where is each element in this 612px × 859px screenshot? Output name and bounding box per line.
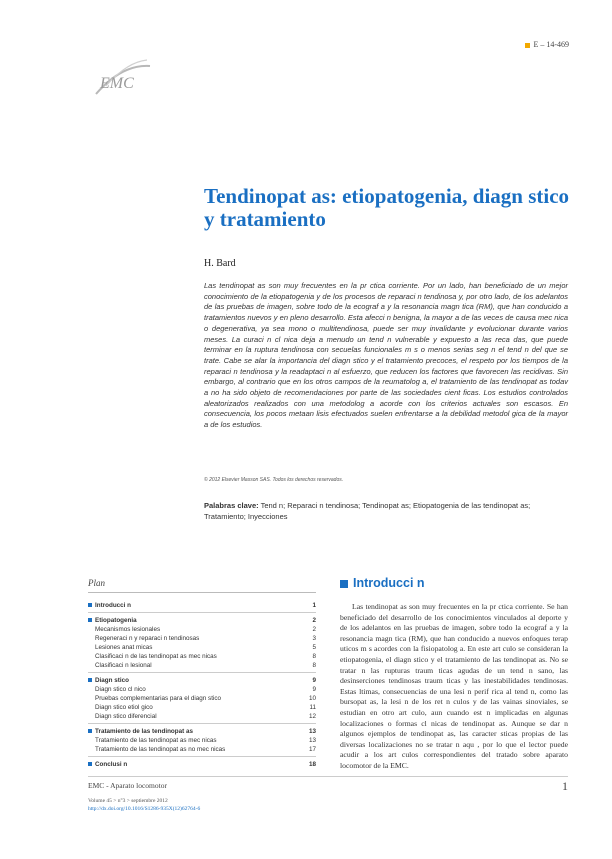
article-reference bbox=[525, 40, 569, 49]
table-of-contents bbox=[88, 598, 316, 769]
toc-entry-label: Diagn stico bbox=[95, 677, 129, 684]
toc-entry[interactable] bbox=[88, 760, 316, 769]
toc-entry[interactable] bbox=[88, 643, 316, 652]
article-title: Tendinopat as: etiopatogenia, diagn stico y tratamiento bbox=[204, 184, 570, 231]
toc-separator bbox=[88, 612, 316, 613]
toc-entry-label-wrap bbox=[88, 602, 131, 609]
toc-entry-label: Diagn stico diferencial bbox=[95, 713, 157, 720]
toc-entry[interactable] bbox=[88, 661, 316, 670]
toc-separator bbox=[88, 723, 316, 724]
toc-entry-page: 18 bbox=[308, 761, 316, 768]
toc-entry[interactable] bbox=[88, 703, 316, 712]
page-number: 1 bbox=[562, 779, 568, 793]
bullet-square-icon bbox=[88, 678, 92, 682]
toc-entry-page: 2 bbox=[312, 626, 316, 633]
toc-entry-label-wrap bbox=[95, 713, 157, 720]
toc-entry[interactable] bbox=[88, 601, 316, 610]
toc-entry-page: 8 bbox=[312, 653, 316, 660]
toc-separator bbox=[88, 672, 316, 673]
toc-entry-label-wrap bbox=[95, 662, 152, 669]
toc-entry-page: 11 bbox=[309, 704, 316, 711]
toc-entry-page: 12 bbox=[308, 713, 316, 720]
toc-entry-label: Diagn stico cl nico bbox=[95, 686, 146, 693]
toc-entry-label-wrap bbox=[95, 644, 152, 651]
toc-entry-label: Clasificaci n lesional bbox=[95, 662, 152, 669]
toc-entry-label-wrap bbox=[88, 728, 193, 735]
toc-entry-label-wrap bbox=[95, 626, 160, 633]
toc-entry[interactable] bbox=[88, 685, 316, 694]
volume-info bbox=[88, 797, 200, 813]
reference-code: E – 14-469 bbox=[533, 40, 569, 49]
toc-entry-label-wrap bbox=[95, 686, 146, 693]
volume: Volume 45 > n°3 > septiembre 2012 bbox=[88, 798, 168, 804]
toc-entry-label: Lesiones anat micas bbox=[95, 644, 153, 651]
toc-entry[interactable] bbox=[88, 745, 316, 754]
toc-entry-page: 5 bbox=[312, 644, 316, 651]
toc-entry-page: 9 bbox=[312, 677, 316, 684]
toc-entry-label: Pruebas complementarias para el diagn stico bbox=[95, 695, 222, 702]
toc-entry-page: 17 bbox=[308, 746, 316, 753]
bullet-square-icon bbox=[88, 603, 92, 607]
toc-entry-page: 2 bbox=[312, 617, 316, 624]
bullet-square-icon bbox=[88, 729, 92, 733]
intro-text: Las tendinopat as son muy frecuentes en la pr ctica corriente. Se han beneficiado del desarrollo de los conocimientos vinculados al deporte y de los adelantos en las pruebas de imagen, sobre todo la ecograf a y la resonancia magn tica (RM), que han conducido a nuevos enfoques terap uticos m s acordes con la fisiopatolog a. En este art culo se consideran la etiopatogenia, el diagn stico y el tratamiento de las tendinopat as. No se tratar n las rupturas traum ticas agudas de un tend n sano, las desinserciones tendinosas traum ticas y las inestabilidades tendinosas. Estas ltimas, consecuencias de una lesi n perif rica al tend n, como las bursopat as, la lesi n de los ret n culos y de las vainas sinoviales, se estudian en otro art culo, aun cuando est n implicadas en algunas localizaciones o formas cl nicas de tendinopat as. Aunque se dar n algunos ejemplos de tendinopat as, las caracter sticas propias de las diversas localizaciones no se tratar n aqu , por lo que el lector puede acudir a los art culos correspondientes del tratado sobre aparato locomotor de la EMC. bbox=[340, 602, 568, 770]
toc-entry-page: 13 bbox=[308, 737, 316, 744]
toc-entry-label-wrap bbox=[88, 677, 129, 684]
bullet-square-icon bbox=[88, 762, 92, 766]
toc-entry-page: 9 bbox=[312, 686, 316, 693]
toc-entry-label: Tratamiento de las tendinopat as bbox=[95, 728, 193, 735]
toc-entry-page: 8 bbox=[312, 662, 316, 669]
plan-divider bbox=[88, 592, 316, 593]
toc-separator bbox=[88, 756, 316, 757]
keywords-label: Palabras clave: bbox=[204, 501, 259, 510]
toc-entry-label: Regeneraci n y reparaci n tendinosas bbox=[95, 635, 200, 642]
footer-divider bbox=[88, 776, 568, 777]
toc-entry-label: Tratamiento de las tendinopat as no mec nicas bbox=[95, 746, 226, 753]
toc-entry-page: 10 bbox=[308, 695, 316, 702]
author: H. Bard bbox=[204, 258, 236, 269]
toc-entry-label-wrap bbox=[95, 746, 225, 753]
toc-entry-label-wrap bbox=[95, 704, 153, 711]
toc-entry[interactable] bbox=[88, 727, 316, 736]
toc-entry-label: Mecanismos lesionales bbox=[95, 626, 161, 633]
toc-entry[interactable] bbox=[88, 676, 316, 685]
toc-entry-label: Tratamiento de las tendinopat as mec nicas bbox=[95, 737, 217, 744]
toc-entry[interactable] bbox=[88, 616, 316, 625]
emc-logo bbox=[92, 56, 152, 100]
plan-title: Plan bbox=[88, 578, 105, 588]
toc-entry-label-wrap bbox=[95, 635, 199, 642]
toc-entry-label-wrap bbox=[88, 617, 137, 624]
toc-entry-label-wrap bbox=[88, 761, 127, 768]
abstract: Las tendinopat as son muy frecuentes en la pr ctica corriente. Por un lado, han beneficiado de un mejor conocimiento de la etiopatogenia y de los procesos de reparaci n tendinosa y, por otro lado, de los adelantos de las pruebas de imagen, sobre todo de la ecograf a y la resonancia magn tica (RM), que han conducido a tratamientos nuevos y en pleno desarrollo. Esta afecci n benigna, la mayor a de las veces de causa mec nica o degenerativa, ya sea mono o multitendinosa, puede ser muy invalidante y evolucionar durante varios meses. La curaci n cl nica deja a menudo un tend n vulnerable y expuesto a las reca das, que puede terminar en la ruptura tendinosa con secuelas funcionales m s o menos serias seg n el tend n del que se trate. Cabe se alar la importancia del diagn stico y el tratamiento precoces, el respeto por los tiempos de la reparaci n tendinosa y la readaptaci n al esfuerzo, que reducen los factores que favorecen las recidivas. Sin embargo, al contrario que en los otros campos de la reumatolog a, el tratamiento de las tendinopat as todav a no ha sido objeto de recomendaciones por parte de las sociedades cient ficas. Los estudios controlados aleatorizados realizados con una metodolog a acorde con los criterios actuales son escasos. En consecuencia, los pocos metaan lisis efectuados suelen enfrentarse a la debilidad metodol gica de la mayor a de los estudios. bbox=[204, 281, 568, 430]
toc-entry-label-wrap bbox=[95, 695, 221, 702]
toc-entry-label: Diagn stico etiol gico bbox=[95, 704, 153, 711]
toc-entry-label: Clasificaci n de las tendinopat as mec nicas bbox=[95, 653, 217, 660]
bullet-square-icon bbox=[88, 618, 92, 622]
toc-entry-page: 3 bbox=[312, 635, 316, 642]
toc-entry-page: 13 bbox=[308, 728, 316, 735]
toc-entry[interactable] bbox=[88, 652, 316, 661]
journal-name: EMC - Aparato locomotor bbox=[88, 781, 167, 790]
section-heading bbox=[340, 576, 425, 590]
keywords-list: Tend n; Reparaci n tendinosa; Tendinopat as; Etiopatogenia de las tendinopat as; Tratamiento; Inyecciones bbox=[204, 501, 531, 521]
logo-text: EMC bbox=[100, 75, 134, 92]
reference-square-icon bbox=[525, 43, 530, 48]
toc-entry-label: Introducci n bbox=[95, 602, 132, 609]
section-square-icon bbox=[340, 580, 348, 588]
toc-entry[interactable] bbox=[88, 736, 316, 745]
toc-entry[interactable] bbox=[88, 712, 316, 721]
section-heading-text: Introducci n bbox=[353, 576, 425, 590]
toc-entry-label: Conclusi n bbox=[95, 761, 128, 768]
toc-entry-label: Etiopatogenia bbox=[95, 617, 137, 624]
toc-entry[interactable] bbox=[88, 625, 316, 634]
toc-entry-label-wrap bbox=[95, 653, 217, 660]
keywords bbox=[204, 500, 568, 522]
doi-link[interactable]: http://dx.doi.org/10.1016/S1286-935X(12)62764-6 bbox=[88, 806, 201, 812]
toc-entry[interactable] bbox=[88, 694, 316, 703]
toc-entry-page: 1 bbox=[312, 602, 316, 609]
toc-entry[interactable] bbox=[88, 634, 316, 643]
copyright: © 2012 Elsevier Masson SAS. Todos los derechos reservados. bbox=[204, 477, 344, 483]
toc-entry-label-wrap bbox=[95, 737, 217, 744]
